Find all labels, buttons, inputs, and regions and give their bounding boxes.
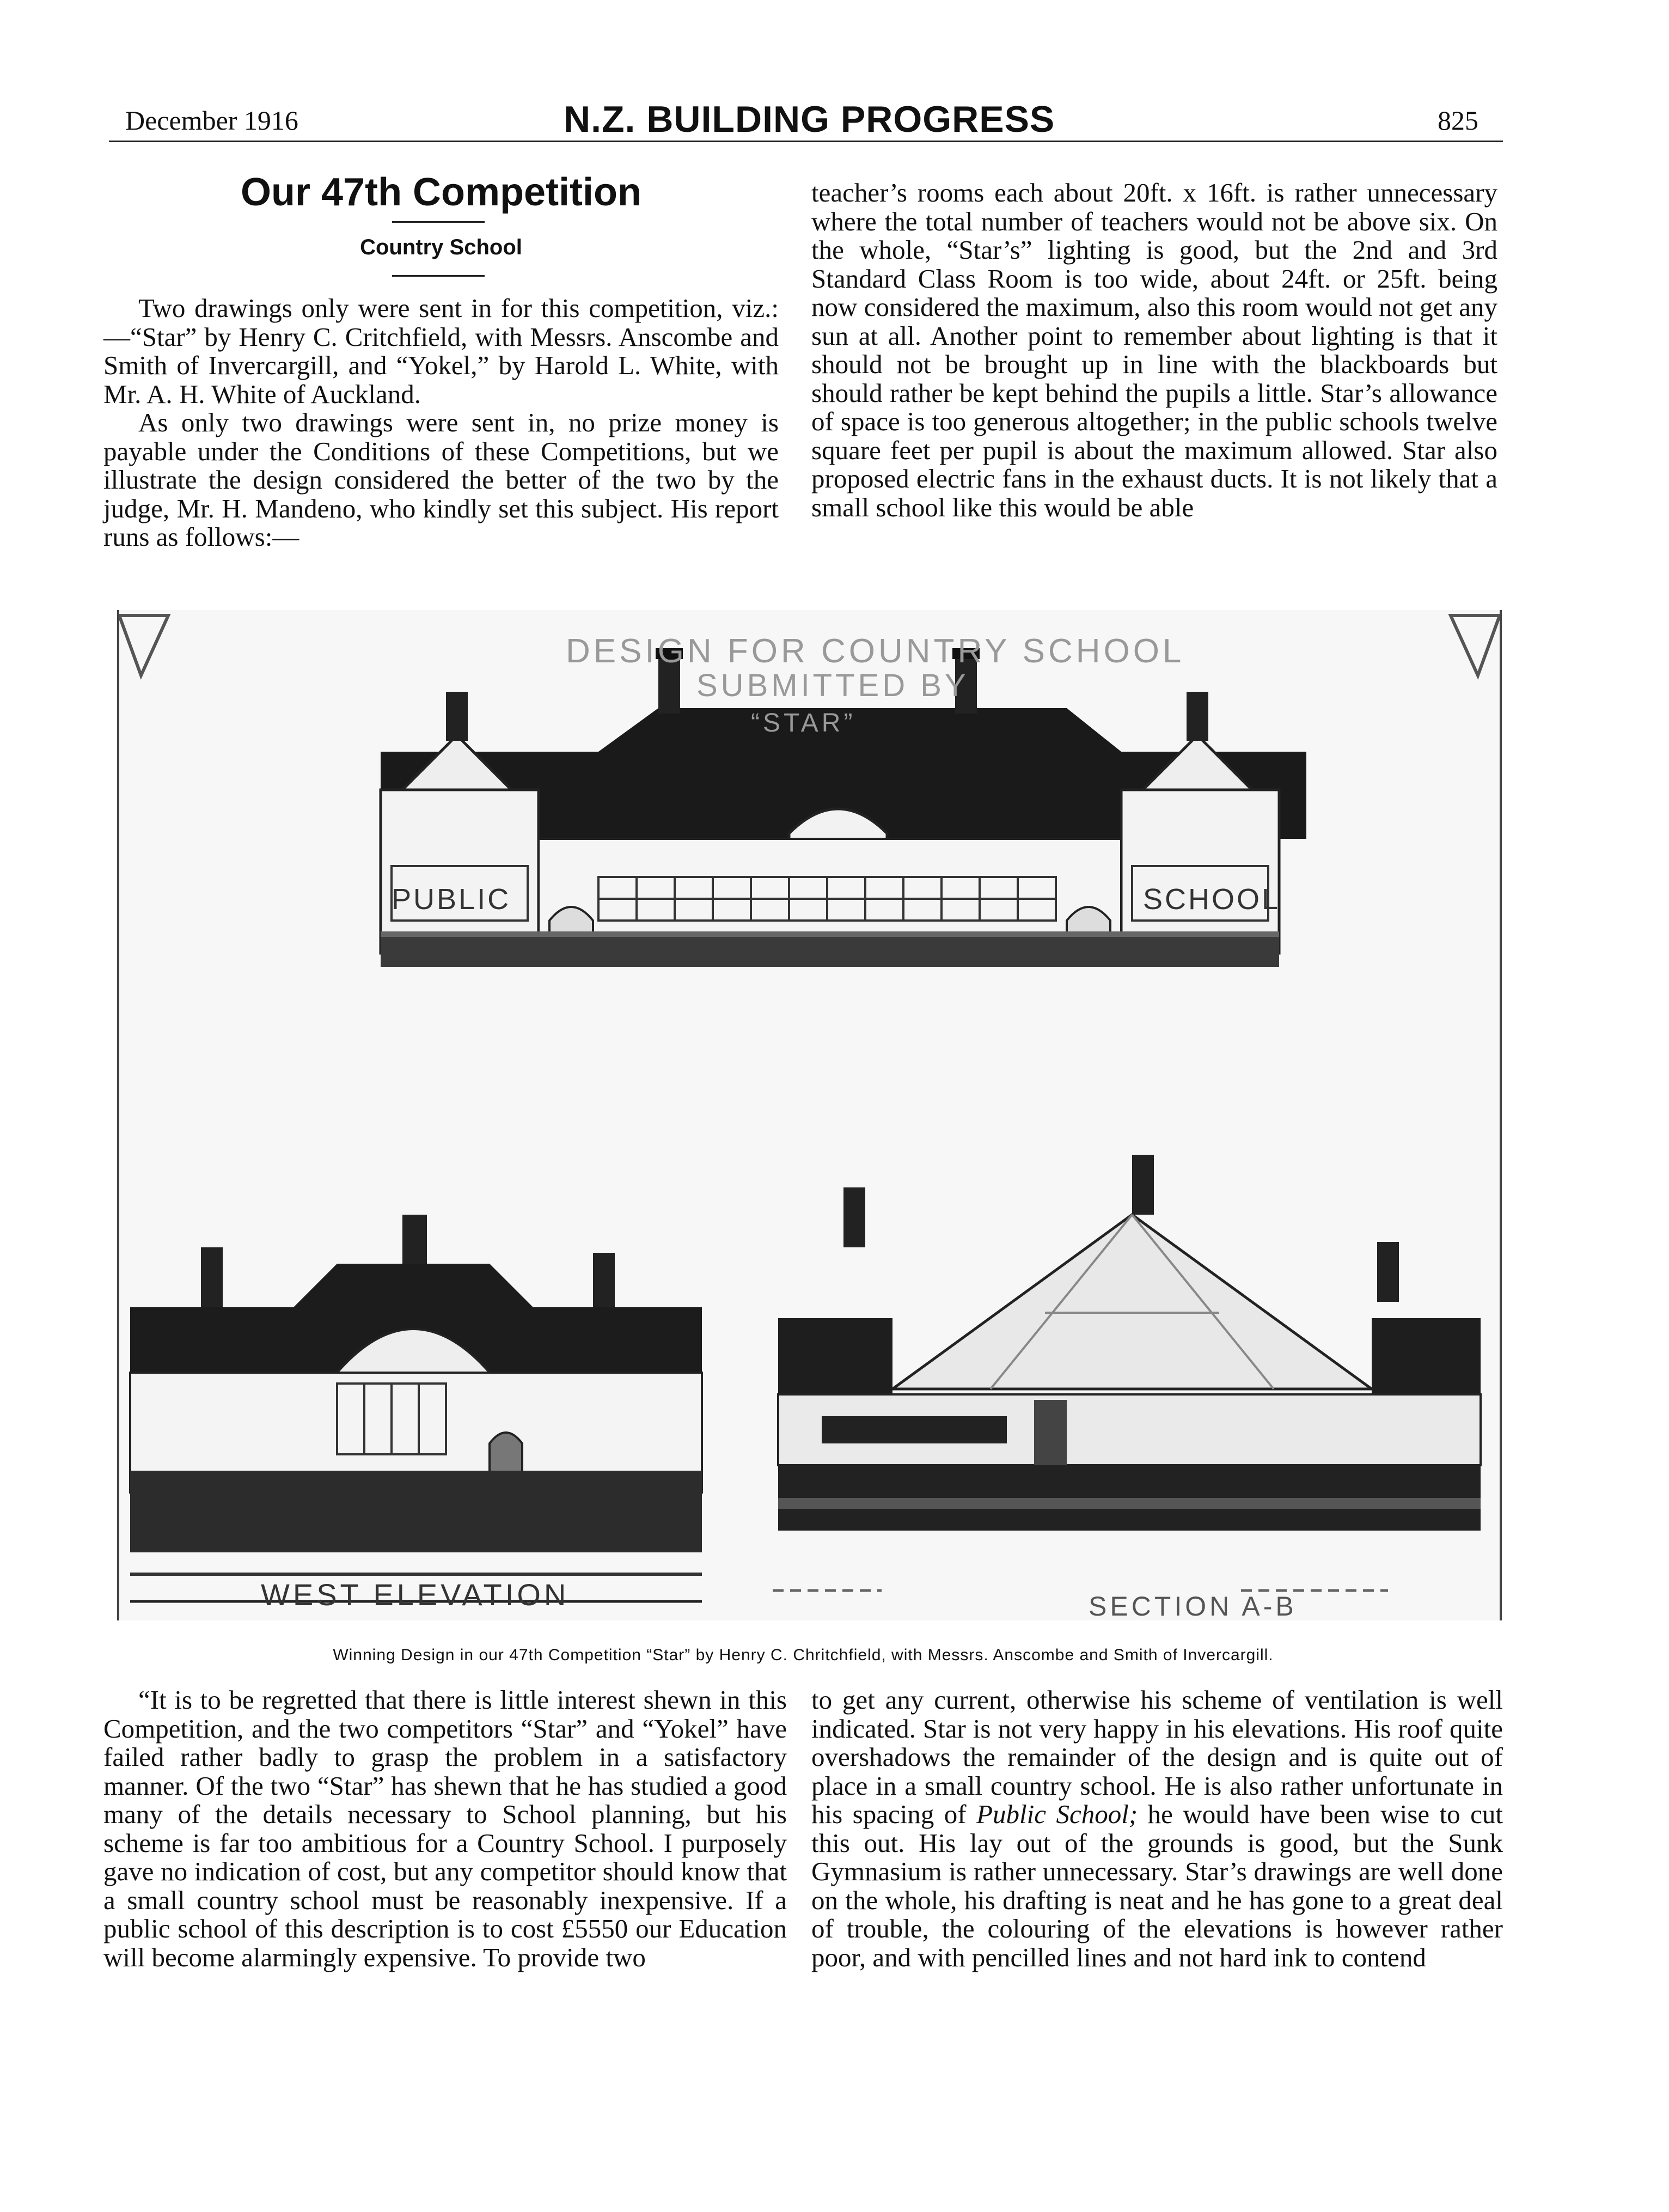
label-section: SECTION A-B — [1089, 1591, 1297, 1622]
report-text-part2: he would have been wise to cut this out. His lay out of the grounds is good, but the Sunk Gymnasium is rather unnecessary. Star’s drawings are well done on the whole, his drafting is neat and he has gone to a great deal of trouble, the colouring of the elevations is however rather poor, and with pencilled lines and not hard ink to contend — [811, 1799, 1503, 1972]
paragraph-intro: Two drawings only were sent in for this competition, viz.:—“Star” by Henry C. Critchfield, with Messrs. Anscombe and Smith of Invercargill, and “Yokel,” by Harold L. White, with Mr. A. H. White of Auckland. — [103, 293, 779, 409]
header-rule — [109, 141, 1503, 142]
illustration-plate — [117, 610, 1502, 1620]
title-rule — [392, 221, 485, 223]
paragraph-prize: As only two drawings were sent in, no prize money is payable under the Conditions of these Competitions, but we illustrate the design considered the better of the two by the judge, Mr. H. Mandeno, who kindly set this subject. His report runs as follows:— — [103, 407, 779, 552]
column-top-right — [811, 179, 1497, 522]
west-elevation-drawing — [130, 1215, 702, 1574]
issue-date: December 1916 — [125, 105, 298, 136]
sign-school: SCHOOL — [1143, 883, 1281, 916]
article-title: Our 47th Competition — [241, 170, 641, 214]
section-drawing — [773, 1155, 1481, 1591]
sign-public: PUBLIC — [392, 883, 511, 916]
publication-title: N.Z. BUILDING PROGRESS — [564, 99, 1055, 140]
plate-heading-design: DESIGN FOR COUNTRY SCHOOL — [566, 632, 1185, 670]
page-number: 825 — [1438, 105, 1478, 136]
paragraph-report-end — [811, 1686, 1503, 1972]
report-text-part1: to get any current, otherwise his scheme of ventilation is well indicated. Star is not very happy in his elevations. His roof quite overshadows the remainder of the design and is quite out of place in a small country school. He is also rather unfortunate in his spacing of — [811, 1685, 1503, 1829]
paragraph-report-continued: teacher’s rooms each about 20ft. x 16ft. is rather unnecessary where the total number of teachers would not be above six. On the whole, “Star’s” lighting is good, but the 2nd and 3rd Standard Class Room is too wide, about 24ft. or 25ft. being now considered the maximum, also this room would not get any sun at all. Another point to remember about lighting is that it should not be brought up in line with the blackboards but should rather be kept behind the pupils a little. Star’s allowance of space is too generous altogether; in the public schools twelve square feet per pupil is about the maximum allowed. Star also proposed electric fans in the exhaust ducts. It is not likely that a small school like this would be able — [811, 178, 1497, 522]
figure-caption: Winning Design in our 47th Competition “Star” by Henry C. Chritchfield, with Messrs. Anscombe and Smith of Invercargill. — [333, 1646, 1274, 1664]
column-bottom-right — [811, 1686, 1503, 1972]
report-text-italic: Public School; — [976, 1799, 1138, 1829]
plate-heading-star: “STAR” — [751, 709, 856, 738]
school-elevation-drawings — [119, 610, 1500, 1620]
label-west-elevation: WEST ELEVATION — [261, 1577, 570, 1612]
plate-heading-submitted: SUBMITTED BY — [696, 668, 969, 703]
article-subtitle: Country School — [360, 235, 522, 259]
column-bottom-left — [103, 1686, 787, 1972]
column-top-left — [103, 294, 779, 552]
subtitle-rule — [392, 275, 485, 277]
paragraph-judge-report: “It is to be regretted that there is little interest shewn in this Competition, and the two competitors “Star” and “Yokel” have failed rather badly to grasp the problem in a satisfactory manner. Of the two “Star” has shewn that he has studied a good many of the details necessary to School planning, but his scheme is far too ambitious for a Country School. I purposely gave no indication of cost, but any competitor should know that a small country school must be reasonably inexpensive. If a public school of this description is to cost £5550 our Education will become alarmingly expensive. To provide two — [103, 1685, 787, 1972]
